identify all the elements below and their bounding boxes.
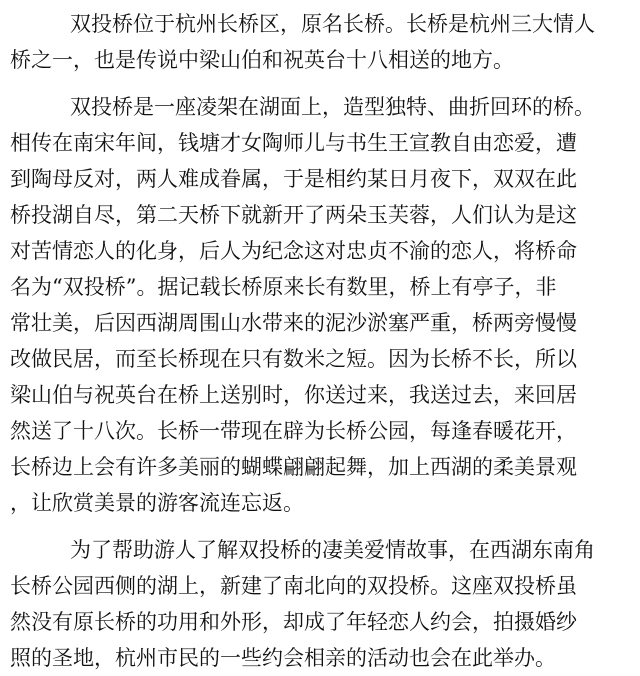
paragraph-2-line-1: 双投桥是一座凌架在湖面上，造型独特、曲折回环的桥。	[70, 95, 595, 119]
paragraph-1-line-1: 双投桥位于杭州长桥区，原名长桥。长桥是杭州三大情人	[70, 12, 595, 36]
paragraph-3-line-2: 长桥公园西侧的湖上，新建了南北向的双投桥。这座双投桥虽	[10, 574, 577, 598]
paragraph-2-line-10: 然送了十八次。长桥一带现在辟为长桥公园，每逢春暖花开，	[10, 419, 577, 443]
paragraph-2-line-9: 梁山伯与祝英台在桥上送别时，你送过来，我送过去，来回居	[10, 383, 577, 407]
paragraph-3-line-1: 为了帮助游人了解双投桥的凄美爱情故事，在西湖东南角	[70, 538, 595, 562]
paragraph-3-line-4: 照的圣地，杭州市民的一些约会相亲的活动也会在此举办。	[10, 646, 556, 670]
paragraph-2-line-11: 长桥边上会有许多美丽的蝴蝶翩翩起舞，加上西湖的柔美景观	[10, 455, 577, 479]
paragraph-3-line-3: 然没有原长桥的功用和外形，却成了年轻恋人约会，拍摄婚纱	[10, 610, 577, 634]
paragraph-2-line-4: 桥投湖自尽，第二天桥下就新开了两朵玉芙蓉，人们认为是这	[10, 203, 577, 227]
paragraph-2-line-7: 常壮美，后因西湖周围山水带来的泥沙淤塞严重，桥两旁慢慢	[10, 311, 577, 335]
paragraph-2-line-5: 对苦情恋人的化身，后人为纪念这对忠贞不渝的恋人，将桥命	[10, 239, 577, 263]
paragraph-2-line-6: 名为“双投桥”。据记载长桥原来长有数里，桥上有亭子，非	[10, 275, 557, 299]
paragraph-2-line-2: 相传在南宋年间，钱塘才女陶师儿与书生王宣教自由恋爱，遭	[10, 131, 577, 155]
paragraph-2-line-12: ，让欣赏美景的游客流连忘返。	[10, 491, 304, 515]
paragraph-2-line-3: 到陶母反对，两人难成眷属，于是相约某日月夜下，双双在此	[10, 167, 577, 191]
paragraph-2-line-8: 改做民居，而至长桥现在只有数米之短。因为长桥不长，所以	[10, 347, 577, 371]
paragraph-1-line-2: 桥之一，也是传说中梁山伯和祝英台十八相送的地方。	[10, 48, 514, 72]
